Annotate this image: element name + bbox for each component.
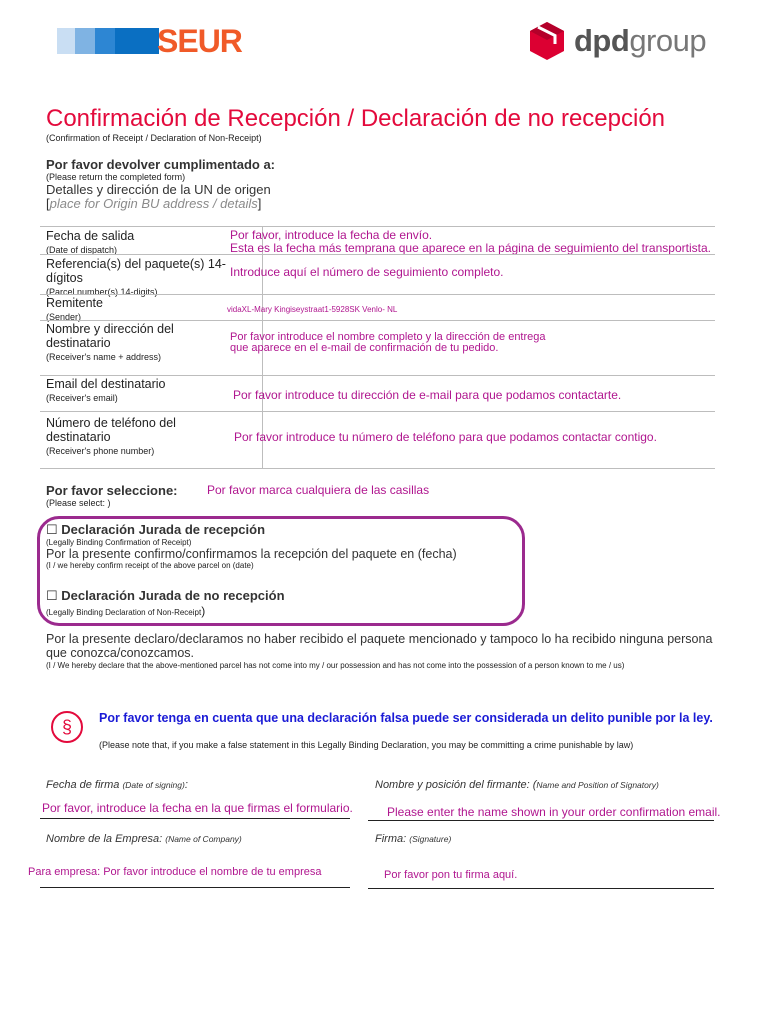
return-heading-en: (Please return the completed form) — [46, 172, 186, 182]
select-hint: Por favor marca cualquiera de las casillas — [207, 483, 430, 497]
company-line — [40, 887, 350, 888]
receipt-checkbox[interactable]: ☐ — [46, 522, 58, 537]
field-label: Email del destinatario — [46, 377, 166, 391]
field-label: Nombre y dirección del destinatario — [46, 322, 174, 350]
warning-text-en: (Please note that, if you make a false statement in this Legally Binding Declaration, you may be committing a crime punishable by law) — [99, 740, 634, 750]
non-receipt-statement: Por la presente declaro/declaramos no haber recibido el paquete mencionado y tampoco lo ha recibido ninguna persona que conozca/conozcamos. — [46, 632, 713, 660]
signature-label-en: (Signature) — [409, 834, 452, 844]
return-placeholder — [46, 196, 261, 211]
parcel-number-hint[interactable]: Introduce aquí el número de seguimiento completo. — [230, 265, 504, 279]
date-dispatch-hint[interactable]: Por favor, introduce la fecha de envío. — [230, 228, 433, 242]
date-signing-colon: : — [184, 779, 188, 791]
signatory-hint[interactable]: Please enter the name shown in your order confirmation email. — [387, 805, 721, 819]
date-signing-hint[interactable]: Por favor, introduce la fecha en la que firmas el formulario. — [42, 801, 353, 815]
seur-logo-text: SEUR — [157, 23, 242, 59]
signatory-line — [368, 820, 714, 821]
receiver-email-hint[interactable]: Por favor introduce tu dirección de e-mail para que podamos contactarte. — [233, 388, 622, 402]
field-label: Número de teléfono del destinatario — [46, 416, 176, 444]
signatory-label-es: Nombre y posición del firmante: ( — [375, 779, 537, 791]
company-label — [46, 833, 242, 845]
paragraph-icon-glyph: § — [61, 717, 72, 737]
field-label-en: (Receiver's phone number) — [46, 446, 155, 456]
dpd-logo-bold: dpd — [574, 23, 630, 58]
field-label: Fecha de salida — [46, 229, 135, 243]
date-dispatch-hint-2: Esta es la fecha más temprana que aparece en la página de seguimiento del transportista. — [230, 241, 711, 255]
signature-label-es: Firma: — [375, 833, 407, 845]
non-receipt-checkbox[interactable]: ☐ — [46, 588, 58, 603]
option-non-receipt[interactable] — [46, 588, 516, 618]
field-label: Referencia(s) del paquete(s) 14-dígitos — [46, 257, 226, 285]
signatory-label-en: Name and Position of Signatory) — [536, 780, 659, 790]
date-signing-label-es: Fecha de firma — [46, 779, 120, 791]
dpd-cube-icon — [528, 20, 566, 62]
signature-line — [368, 888, 714, 889]
bracket-open: [ — [46, 196, 50, 211]
field-row-email — [40, 375, 715, 412]
return-details: Detalles y dirección de la UN de origen — [46, 182, 271, 197]
field-row-phone — [40, 411, 715, 469]
dpd-logo-light: group — [629, 23, 707, 58]
option-non-receipt-title: Declaración Jurada de no recepción — [61, 588, 285, 603]
origin-address-placeholder: place for Origin BU address / details — [49, 196, 258, 211]
seur-logo-band — [57, 28, 159, 54]
option-non-receipt-en-close: ) — [201, 604, 206, 618]
option-receipt-text: Por la presente confirmo/confirmamos la recepción del paquete en (fecha) — [46, 547, 457, 561]
paragraph-icon — [51, 711, 83, 743]
field-label-en: (Receiver's name + address) — [46, 352, 162, 362]
company-hint[interactable]: Para empresa: Por favor introduce el nombre de tu empresa — [28, 866, 322, 878]
field-label-en: (Parcel number(s) 14-digits) — [46, 287, 158, 297]
receiver-address-hint-2: que aparece en el e-mail de confirmación de tu pedido. — [230, 342, 499, 354]
dpd-logo — [528, 20, 708, 64]
field-row-sender — [40, 294, 715, 321]
warning-text: Por favor tenga en cuenta que una declaración falsa puede ser considerada un delito punible por la ley. — [99, 711, 713, 725]
field-row-date — [40, 226, 715, 255]
field-label-en: (Receiver's email) — [46, 393, 118, 403]
date-signing-label — [46, 779, 188, 791]
option-non-receipt-en: (Legally Binding Declaration of Non-Receipt — [46, 608, 202, 617]
receiver-address-hint[interactable]: Por favor introduce el nombre completo y la dirección de entrega — [230, 331, 546, 343]
seur-logo — [57, 23, 262, 59]
signature-hint[interactable]: Por favor pon tu firma aquí. — [384, 869, 518, 881]
option-receipt-text-en: (I / we hereby confirm receipt of the above parcel on (date) — [46, 561, 254, 570]
signatory-label — [375, 779, 659, 791]
receiver-phone-hint[interactable]: Por favor introduce tu número de teléfono para que podamos contactar contigo. — [234, 430, 657, 444]
field-row-receiver — [40, 320, 715, 376]
signature-label — [375, 833, 451, 845]
sender-value[interactable]: vidaXL-Mary Kingiseystraat1-5928SK Venlo- NL — [227, 305, 398, 314]
company-label-en: (Name of Company) — [165, 834, 242, 844]
option-receipt-title: Declaración Jurada de recepción — [61, 522, 266, 537]
option-receipt-en: (Legally Binding Confirmation of Receipt) — [46, 538, 192, 547]
company-label-es: Nombre de la Empresa: — [46, 833, 163, 845]
page-title: Confirmación de Recepción / Declaración de no recepción — [46, 105, 666, 132]
bracket-close: ] — [257, 196, 262, 211]
date-signing-line — [40, 818, 350, 819]
page-subtitle: (Confirmation of Receipt / Declaration of Non-Receipt) — [46, 133, 262, 143]
return-heading: Por favor devolver cumplimentado a: — [46, 157, 276, 172]
select-heading: Por favor seleccione: — [46, 483, 178, 498]
option-receipt[interactable] — [46, 522, 516, 570]
non-receipt-statement-en: (I / We hereby declare that the above-mentioned parcel has not come into my / our possession and has not come into the possession of a person known to me / us) — [46, 661, 625, 670]
field-label: Remitente — [46, 296, 103, 310]
field-label-en: (Date of dispatch) — [46, 245, 118, 255]
field-label-en: (Sender) — [46, 312, 82, 322]
date-signing-label-en: (Date of signing) — [122, 780, 185, 790]
field-row-parcel — [40, 254, 715, 295]
select-heading-en: (Please select: ) — [46, 498, 111, 508]
